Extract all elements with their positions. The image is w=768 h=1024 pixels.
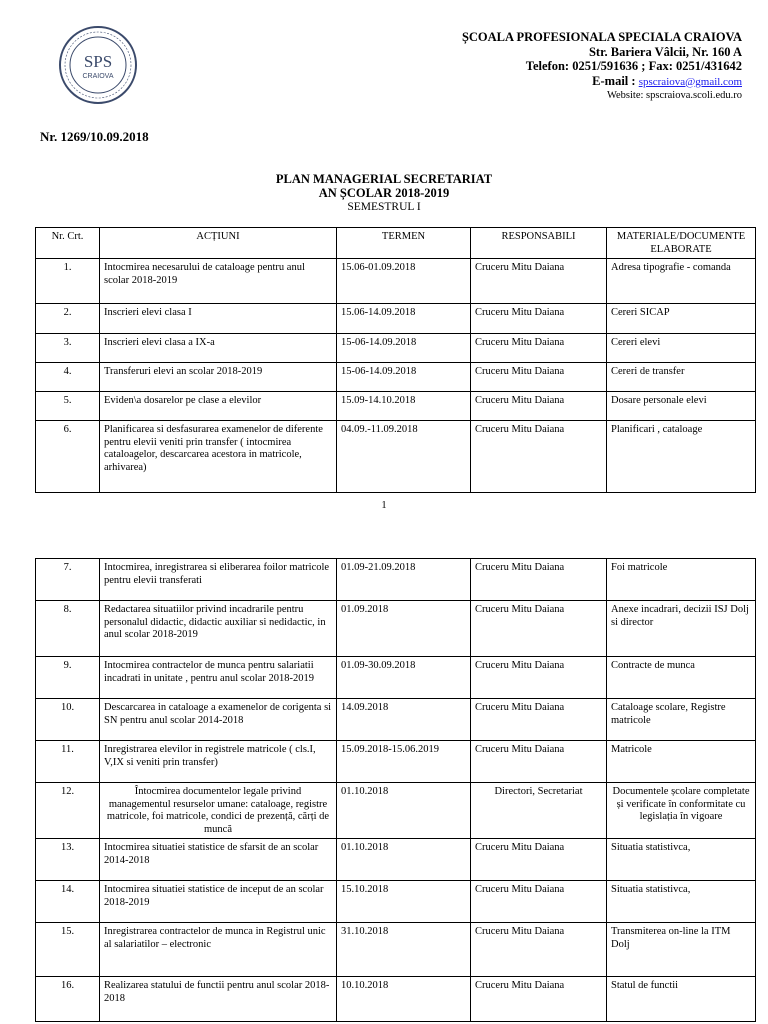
cell-resp: Cruceru Mitu Daiana — [471, 741, 607, 783]
cell-term: 01.10.2018 — [337, 839, 471, 881]
cell-resp: Directori, Secretariat — [471, 783, 607, 839]
cell-term: 15.06-14.09.2018 — [337, 304, 471, 334]
cell-act: Inscrieri elevi clasa I — [100, 304, 337, 334]
cell-term: 01.10.2018 — [337, 783, 471, 839]
cell-act: Intocmirea situatiei statistice de sfarsit de an scolar 2014-2018 — [100, 839, 337, 881]
cell-term: 01.09-21.09.2018 — [337, 559, 471, 601]
header-materiale: MATERIALE/DOCUMENTE ELABORATE — [607, 228, 756, 259]
page-number: 1 — [381, 500, 387, 511]
cell-act: Redactarea situatiilor privind incadrarile pentru personalul didactic, didactic auxiliar si nedidactic, in anul scolar 2018-2019 — [100, 601, 337, 657]
cell-resp: Cruceru Mitu Daiana — [471, 657, 607, 699]
table-row — [36, 657, 756, 699]
cell-nr: 14. — [36, 881, 100, 923]
school-address: Str. Bariera Vâlcii, Nr. 160 A — [588, 44, 742, 59]
cell-nr: 15. — [36, 923, 100, 977]
cell-mat: Adresa tipografie - comanda — [607, 259, 756, 304]
document-title — [0, 172, 768, 214]
cell-act: Întocmirea documentelor legale privind managementul resurselor umane: cataloage, registre matricole, foi matricole, condici de prezență, cărți de muncă — [100, 783, 337, 839]
cell-act: Intocmirea contractelor de munca pentru salariatii incadrati in unitate , pentru anul scolar 2018-2019 — [100, 657, 337, 699]
header-nr: Nr. Crt. — [36, 228, 100, 259]
school-header — [462, 30, 742, 104]
cell-nr: 2. — [36, 304, 100, 334]
cell-resp: Cruceru Mitu Daiana — [471, 363, 607, 392]
title-line-3: SEMESTRUL I — [347, 201, 421, 213]
cell-resp: Cruceru Mitu Daiana — [471, 977, 607, 1022]
cell-nr: 1. — [36, 259, 100, 304]
table-row — [36, 839, 756, 881]
cell-term: 31.10.2018 — [337, 923, 471, 977]
cell-nr: 9. — [36, 657, 100, 699]
header-termen: TERMEN — [337, 228, 471, 259]
cell-term: 15-06-14.09.2018 — [337, 363, 471, 392]
cell-resp: Cruceru Mitu Daiana — [471, 304, 607, 334]
cell-nr: 12. — [36, 783, 100, 839]
table-row — [36, 304, 756, 334]
cell-nr: 8. — [36, 601, 100, 657]
school-name: ȘCOALA PROFESIONALA SPECIALA CRAIOVA — [461, 30, 742, 44]
cell-act: Realizarea statului de functii pentru anul scolar 2018-2018 — [100, 977, 337, 1022]
cell-nr: 7. — [36, 559, 100, 601]
cell-resp: Cruceru Mitu Daiana — [471, 392, 607, 421]
cell-resp: Cruceru Mitu Daiana — [471, 559, 607, 601]
table-row — [36, 334, 756, 363]
cell-act: Inscrieri elevi clasa a IX-a — [100, 334, 337, 363]
cell-act: Inregistrarea contractelor de munca in Registrul unic al salariatilor – electronic — [100, 923, 337, 977]
cell-nr: 10. — [36, 699, 100, 741]
cell-act: Intocmirea necesarului de cataloage pentru anul scolar 2018-2019 — [100, 259, 337, 304]
cell-resp: Cruceru Mitu Daiana — [471, 259, 607, 304]
cell-nr: 6. — [36, 421, 100, 493]
cell-term: 15.06-01.09.2018 — [337, 259, 471, 304]
cell-act: Planificarea si desfasurarea examenelor de diferente pentru elevii veniti prin transfer ( intocmirea cataloagelor, descarcarea acestora in matricole, arhivarea) — [100, 421, 337, 493]
cell-act: Intocmirea, inregistrarea si eliberarea foilor matricole pentru elevii transferati — [100, 559, 337, 601]
cell-act: Transferuri elevi an scolar 2018-2019 — [100, 363, 337, 392]
table-row — [36, 923, 756, 977]
cell-mat: Contracte de munca — [607, 657, 756, 699]
table-row — [36, 741, 756, 783]
cell-mat: Dosare personale elevi — [607, 392, 756, 421]
cell-mat: Anexe incadrari, decizii ISJ Dolj si director — [607, 601, 756, 657]
cell-resp: Cruceru Mitu Daiana — [471, 923, 607, 977]
cell-nr: 4. — [36, 363, 100, 392]
cell-act: Inregistrarea elevilor in registrele matricole ( cls.I, V,IX si veniti prin transfer) — [100, 741, 337, 783]
header-actiuni: ACȚIUNI — [100, 228, 337, 259]
cell-resp: Cruceru Mitu Daiana — [471, 881, 607, 923]
table-row — [36, 699, 756, 741]
table-row — [36, 559, 756, 601]
cell-resp: Cruceru Mitu Daiana — [471, 334, 607, 363]
school-email-line — [462, 74, 742, 90]
cell-mat: Matricole — [607, 741, 756, 783]
table-row — [36, 259, 756, 304]
cell-mat: Transmiterea on-line la ITM Dolj — [607, 923, 756, 977]
cell-term: 10.10.2018 — [337, 977, 471, 1022]
table-row — [36, 783, 756, 839]
cell-act: Descarcarea in cataloage a examenelor de corigenta si SN pentru anul scolar 2014-2018 — [100, 699, 337, 741]
cell-nr: 16. — [36, 977, 100, 1022]
cell-resp: Cruceru Mitu Daiana — [471, 839, 607, 881]
cell-nr: 5. — [36, 392, 100, 421]
title-line-2: AN ȘCOLAR 2018-2019 — [318, 186, 450, 200]
cell-nr: 13. — [36, 839, 100, 881]
cell-nr: 3. — [36, 334, 100, 363]
cell-mat: Situatia statistivca, — [607, 839, 756, 881]
cell-resp: Cruceru Mitu Daiana — [471, 699, 607, 741]
table-row — [36, 977, 756, 1022]
cell-term: 14.09.2018 — [337, 699, 471, 741]
svg-text:CRAIOVA: CRAIOVA — [82, 73, 114, 80]
plan-table-page-1 — [35, 227, 756, 493]
table-header-row — [36, 228, 756, 259]
email-link[interactable]: spscraiova@gmail.com — [638, 75, 742, 88]
cell-mat: Statul de functii — [607, 977, 756, 1022]
table-row — [36, 881, 756, 923]
cell-term: 15.09.2018-15.06.2019 — [337, 741, 471, 783]
email-label: E-mail : — [592, 73, 636, 88]
header-responsabili: RESPONSABILI — [471, 228, 607, 259]
cell-term: 15-06-14.09.2018 — [337, 334, 471, 363]
cell-resp: Cruceru Mitu Daiana — [471, 421, 607, 493]
document-number: Nr. 1269/10.09.2018 — [40, 129, 149, 144]
cell-term: 01.09.2018 — [337, 601, 471, 657]
cell-mat: Cereri SICAP — [607, 304, 756, 334]
svg-text:SPS: SPS — [83, 52, 113, 71]
school-phone: Telefon: 0251/591636 ; Fax: 0251/431642 — [525, 59, 742, 73]
cell-term: 15.10.2018 — [337, 881, 471, 923]
cell-act: Eviden\a dosarelor pe clase a elevilor — [100, 392, 337, 421]
cell-mat: Documentele școlare completate și verificate în conformitate cu legislația în vigoare — [607, 783, 756, 839]
table-row — [36, 363, 756, 392]
cell-mat: Cereri de transfer — [607, 363, 756, 392]
cell-mat: Situatia statistivca, — [607, 881, 756, 923]
cell-mat: Cataloage scolare, Registre matricole — [607, 699, 756, 741]
cell-term: 15.09-14.10.2018 — [337, 392, 471, 421]
cell-act: Intocmirea situatiei statistice de inceput de an scolar 2018-2019 — [100, 881, 337, 923]
table-row — [36, 421, 756, 493]
title-line-1: PLAN MANAGERIAL SECRETARIAT — [275, 172, 493, 186]
plan-table-page-2 — [35, 558, 756, 1022]
school-logo — [58, 25, 138, 105]
cell-mat: Planificari , cataloage — [607, 421, 756, 493]
cell-nr: 11. — [36, 741, 100, 783]
cell-resp: Cruceru Mitu Daiana — [471, 601, 607, 657]
cell-mat: Cereri elevi — [607, 334, 756, 363]
table-row — [36, 601, 756, 657]
cell-term: 04.09.-11.09.2018 — [337, 421, 471, 493]
cell-mat: Foi matricole — [607, 559, 756, 601]
table-row — [36, 392, 756, 421]
cell-term: 01.09-30.09.2018 — [337, 657, 471, 699]
school-website: Website: spscraiova.scoli.edu.ro — [606, 90, 742, 101]
